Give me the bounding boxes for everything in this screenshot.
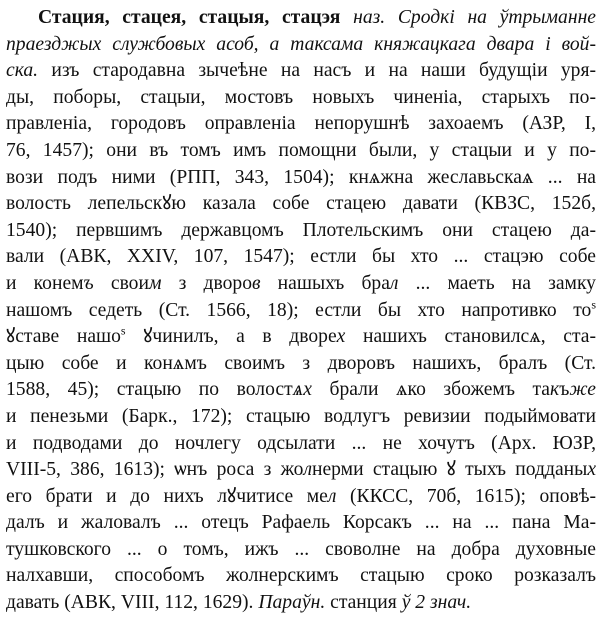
headword: Стация, стацея, стацыя, стацэя [38, 7, 341, 28]
entry-text: ѧх [292, 379, 312, 401]
entry-line [6, 165, 596, 192]
entry-text: давать (АВК, VIII, 112, 1629). [6, 592, 259, 614]
entry-text: л [389, 272, 399, 294]
entry-text: ꙋчинилъ, а в дворе [125, 326, 337, 348]
entry-text: 1588, 45); стацыю по волост [6, 379, 293, 401]
entry-line [6, 457, 596, 484]
entry-text: его брати и до нихъ лꙋчитисе ме [6, 485, 328, 507]
entry-line [6, 5, 596, 32]
entry-line [6, 484, 596, 511]
entry-text: праезджых службовых асоб, а таксама княжацкага двара і вой- [6, 33, 596, 55]
entry-text: нашихъ становилсѧ, ста- [345, 326, 597, 348]
entry-text: волость лепельскꙋю казала собе стацею давати (КВЗС, 152б, [6, 193, 596, 215]
entry-text: ѣ [578, 485, 590, 507]
entry-line [6, 324, 596, 351]
entry-text: свои [93, 272, 149, 294]
entry-text: з дворо [161, 272, 253, 294]
entry-text: нерми стацыю ꙋ тыхъ подданы [312, 459, 588, 481]
entry-line [6, 298, 596, 325]
entry-text: s [591, 297, 596, 311]
entry-text: ъ [83, 272, 94, 294]
entry-text: налхавши, способомъ жолнерскимъ стацыю сроко розказалъ [6, 565, 596, 587]
entry-line [6, 563, 596, 590]
entry-text: же [569, 379, 596, 401]
entry-line [6, 377, 596, 404]
entry-line [6, 590, 596, 617]
entry-line [6, 351, 596, 378]
entry-line [6, 271, 596, 298]
entry-text: и конем [6, 272, 84, 294]
entry-line [6, 58, 596, 85]
entry-line [6, 138, 596, 165]
entry-line [6, 218, 596, 245]
entry-text: к [550, 379, 560, 401]
entry-text: - [589, 485, 596, 507]
entry-text: тушковского ... о томъ, ижъ ... своволне на добра духовные [6, 538, 596, 560]
entry-line [6, 244, 596, 271]
entry-line [6, 510, 596, 537]
entry-text: л [303, 459, 312, 481]
entry-text: вали (АВК, XXIV, 107, 1547); естли бы хто ... стацэю собе [6, 246, 596, 268]
entry-text: нашомъ седеть (Ст. 1566, 18); естли бы хто напротивко то [6, 299, 592, 321]
entry-text: s [120, 323, 126, 338]
entry-text: и подводами до ночлегу одсылати ... не хочутъ (Арх. ЮЗР, [6, 432, 596, 454]
entry-text: изъ стародавна зычеѣне на насъ и на наши будущіи уря- [38, 60, 596, 82]
entry-text: брали ѧко збожемъ та [311, 379, 551, 401]
entry-text: ды, поборы, стацыи, мостовъ новыхъ чиненіа, старыхъ по- [6, 86, 596, 108]
entry-text: ъ [559, 379, 570, 401]
entry-text: 1540); первшимъ державцомъ Плотельскимъ они стацею да- [6, 219, 596, 241]
entry-text: х [587, 459, 597, 481]
entry-text: ꙋставе нашо [6, 326, 121, 348]
entry-text: станция [325, 592, 402, 614]
entry-line [6, 191, 596, 218]
entry-line [6, 111, 596, 138]
entry-line [6, 431, 596, 458]
entry-text: нашихъ, бралъ (Ст. [394, 352, 596, 374]
entry-text: 76, 1457); они въ томъ имъ помощни были, у стацыи и у по- [6, 139, 596, 161]
entry-text: нашыхъ бра [260, 272, 390, 294]
entry-text: ... маеть на замку [398, 272, 596, 294]
entry-line [6, 537, 596, 564]
entry-text: VIII-5, 386, 1613); ѡнъ роса з жо [6, 459, 304, 481]
entry-text: далъ и жаловалъ ... отецъ Рафаель Корсакъ ... на ... пана Ма- [6, 512, 596, 534]
entry-text: л [327, 485, 337, 507]
entry-text: наз. Сродкі на ўтрыманне [340, 7, 596, 28]
entry-line [6, 32, 596, 59]
entry-text: ў 2 знач. [401, 592, 472, 614]
entry-text: в [252, 272, 261, 294]
entry-text: (ККСС, 70б, 1615); опов [336, 485, 579, 507]
entry-line [6, 404, 596, 431]
entry-line [6, 85, 596, 112]
entry-text: цыю собе и конѧмъ своимъ з двор [6, 352, 367, 374]
entry-text: и пенезьми (Барк., 172); стацыю водлугъ ревизии подыймовати [6, 405, 596, 427]
entry-text: овъ [366, 352, 395, 374]
entry-text: вози подъ ними (РПП, 343, 1504); кнѧжна жеславьскаѧ ... на [6, 166, 596, 188]
entry-text: Параўн. [258, 592, 326, 614]
entry-text: правленіа, городовъ оправленіа непорушнѣ захоаемъ (АЗР, I, [6, 113, 596, 135]
dictionary-entry [6, 5, 596, 617]
entry-text: ска. [6, 60, 39, 82]
entry-text: х [336, 326, 346, 348]
entry-text: м [148, 272, 162, 294]
